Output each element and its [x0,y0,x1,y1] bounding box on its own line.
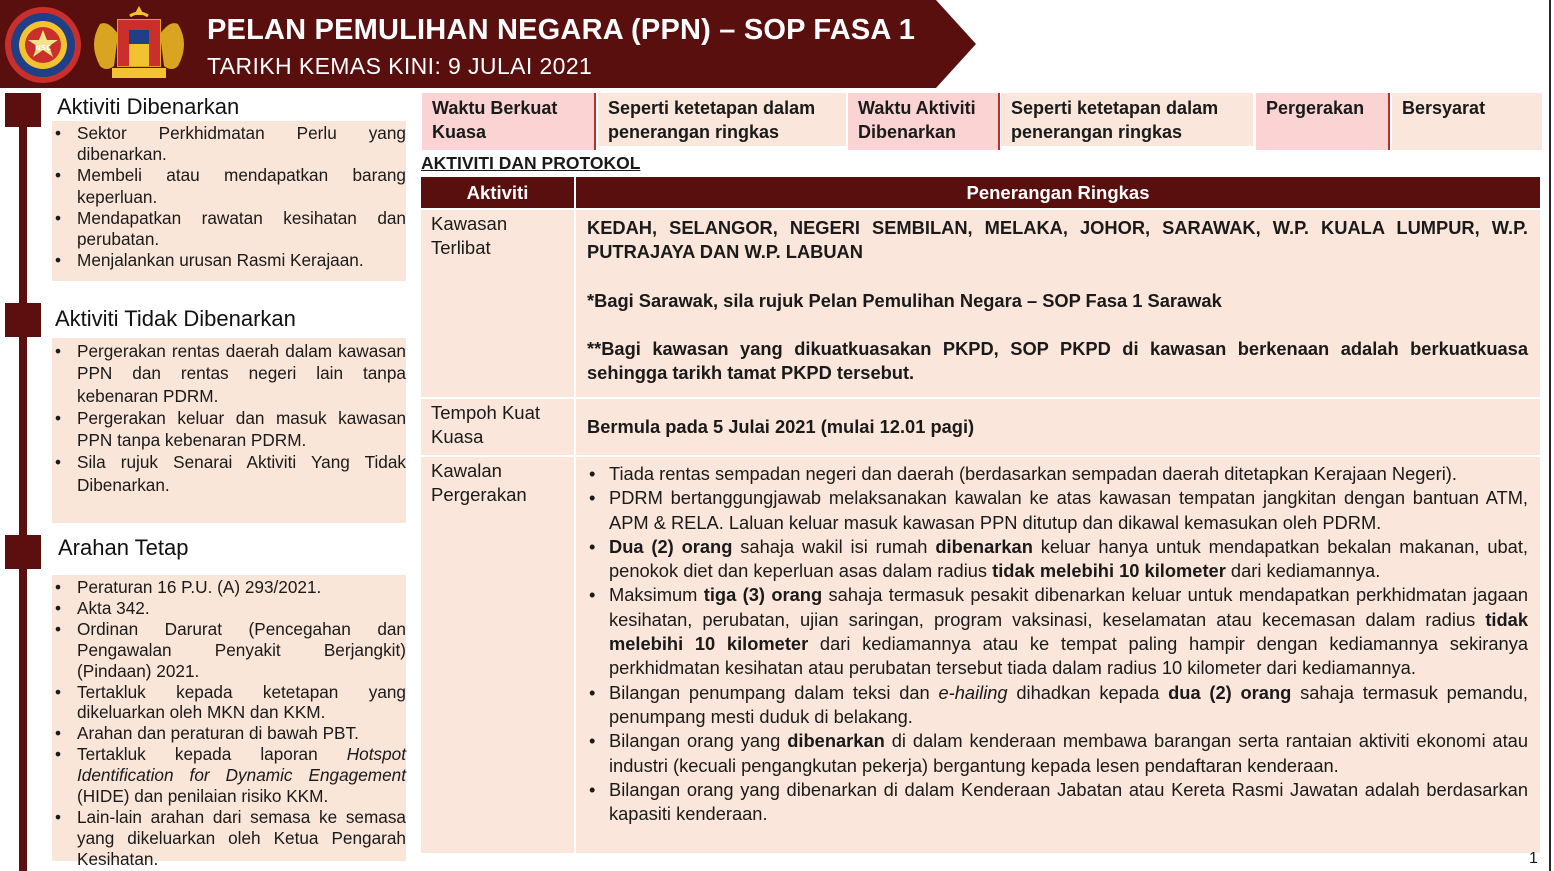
info-divider [594,93,596,150]
area-list: KEDAH, SELANGOR, NEGERI SEMBILAN, MELAKA, JOHOR, SARAWAK, W.P. KUALA LUMPUR, W.P. PUTRAJAYA DAN W.P. LABUAN [587,217,1528,263]
info-cell-effective-time-value: Seperti ketetapan dalam penerangan ringkas [598,93,846,146]
text: dari kediamannya atau ke tempat paling hampir dengan kediamannya sekiranya perkhidmatan kesihatan atau perubatan tersebut tiada dalam radius 10 kilometer dari kediamannya. [609,633,1529,679]
text: Bilangan orang yang [609,730,788,752]
allowed-list [52,121,406,281]
info-divider [1388,93,1390,150]
section-title: AKTIVITI DAN PROTOKOL [421,153,641,173]
italic-text: e-hailing [938,681,1008,703]
bold-text: dua (2) orang [1168,681,1292,703]
list-item: • Tiada rentas sempadan negeri dan daerah (berdasarkan sempadan daerah ditetapkan Kerajaan Negeri). [587,462,1528,486]
list-item [587,729,1528,778]
info-cell-movement-label: Pergerakan [1256,93,1388,150]
pkpd-note: **Bagi kawasan yang dikuatkuasakan PKPD, SOP PKPD di kawasan berkenaan adalah berkuatkuasa sehingga tarikh tamat PKPD tersebut. [587,337,1528,384]
info-cell-effective-time-label: Waktu Berkuat Kuasa [422,93,594,150]
list-item: • Akta 342. [52,598,406,619]
text: Bilangan penumpang dalam teksi dan [609,681,939,703]
list-item: • Tertakluk kepada ketetapan yang dikeluarkan oleh MKN dan KKM. [52,682,406,724]
text: Maksimum [609,584,704,606]
text: dihadkan kepada [1007,681,1169,703]
page-number: 1 [1529,850,1538,867]
list-item: • Sila rujuk Senarai Aktiviti Yang Tidak Dibenarkan. [52,451,406,496]
info-cell-activity-time-label: Waktu Aktiviti Dibenarkan [848,93,998,150]
list-item: • Sektor Perkhidmatan Perlu yang dibenarkan. [52,123,406,165]
list-item: • Menjalankan urusan Rasmi Kerajaan. [52,250,406,271]
list-item: • Arahan dan peraturan di bawah PBT. [52,723,406,744]
info-divider [998,93,1000,150]
sarawak-note: *Bagi Sarawak, sila rujuk Pelan Pemulihan Negara – SOP Fasa 1 Sarawak [587,289,1222,311]
row-label-period: Tempoh Kuat Kuasa [421,399,574,455]
svg-text:NSC: NSC [34,44,52,52]
not-allowed-list [52,338,406,523]
text: sahaja termasuk pemandu, penumpang mesti duduk di belakang. [609,681,1528,727]
text: dari kediamannya. [1225,560,1381,582]
bold-text: dibenarkan [935,535,1033,557]
bold-text: Dua (2) orang [609,535,733,557]
bold-text: dibenarkan [787,730,885,752]
list-item: • Pergerakan rentas daerah dalam kawasan PPN dan rentas negeri lain tanpa kebenaran PDRM. [52,340,406,407]
list-item: • Lain-lain arahan dari semasa ke semasa yang dikeluarkan oleh Ketua Pengarah Kesihatan. [52,807,406,870]
row-desc-movement [576,457,1540,853]
header-banner [0,0,978,88]
list-item: • Mendapatkan rawatan kesihatan dan perubatan. [52,208,406,250]
update-date: TARIKH KEMAS KINI: 9 JULAI 2021 [207,53,593,79]
list-item: • Peraturan 16 P.U. (A) 293/2021. [52,577,406,598]
list-item [52,744,406,807]
section-marker [5,93,41,127]
list-item [587,583,1528,680]
text: sahaja wakil isi rumah [732,535,936,557]
row-desc-area [576,210,1540,397]
standing-orders-list [52,575,406,869]
list-item [587,535,1528,584]
text: di dalam kenderaan membawa barangan serta rantaian aktiviti ekonomi atau industri (kecuali pengangkutan pekerja) bergantung kepada lesen pendaftaran kenderaan. [609,730,1528,776]
bold-text: tiga (3) orang [703,584,823,606]
section-marker [5,535,41,569]
not-allowed-heading: Aktiviti Tidak Dibenarkan [55,306,296,331]
bold-text: tidak melebihi 10 kilometer [609,608,1528,655]
malaysia-coat-of-arms-icon [86,4,192,84]
row-desc-period [576,399,1540,455]
info-cell-movement-value: Bersyarat [1392,93,1542,150]
bold-text: tidak melebihi 10 kilometer [992,560,1226,582]
list-item-text: (HIDE) dan penilaian risiko KKM. [77,786,329,807]
list-item: • Pergerakan keluar dan masuk kawasan PPN tanpa kebenaran PDRM. [52,407,406,452]
table-header-activity: Aktiviti [421,177,574,208]
list-item-text: Tertakluk kepada laporan [77,744,347,765]
table-header-description: Penerangan Ringkas [576,177,1540,208]
allowed-heading: Aktiviti Dibenarkan [57,94,240,119]
section-marker [5,303,41,337]
page-border [1549,0,1551,871]
list-item: • Bilangan orang yang dibenarkan di dalam Kenderaan Jabatan atau Kereta Rasmi Jawatan adalah berdasarkan kapasiti kenderaan. [587,778,1528,827]
list-item [587,681,1528,730]
nsc-seal-icon [4,6,82,84]
info-cell-activity-time-value: Seperti ketetapan dalam penerangan ringkas [1001,93,1253,146]
text: keluar hanya untuk mendapatkan bekalan makanan, ubat, penokok diet dan keperluan asas dalam radius [609,535,1529,582]
standing-orders-heading: Arahan Tetap [58,535,189,560]
page-title: PELAN PEMULIHAN NEGARA (PPN) – SOP FASA 1 [207,14,916,46]
text: sahaja termasuk pesakit dibenarkan keluar untuk mendapatkan perkhidmatan jagaan kesihatan, perubatan, ujian saringan, program vaksinasi, keselamatan atau kecemasan dalam radius [609,584,1528,630]
list-item: • Ordinan Darurat (Pencegahan dan Pengawalan Penyakit Berjangkit) (Pindaan) 2021. [52,619,406,682]
list-item: • PDRM bertanggungjawab melaksanakan kawalan ke atas kawasan tempatan jangkitan dengan bantuan ATM, APM & RELA. Laluan keluar masuk kawasan PPN ditutup dan dikawal kemasukan oleh PDRM. [587,486,1528,535]
row-label-area: Kawasan Terlibat [421,210,574,397]
list-item: • Membeli atau mendapatkan barang keperluan. [52,165,406,207]
timeline-line [19,120,27,871]
row-label-movement: Kawalan Pergerakan [421,457,574,853]
period-text: Bermula pada 5 Julai 2021 (mulai 12.01 pagi) [587,416,975,437]
hotspot-italic-text: Hotspot Identification for Dynamic Engagement [77,744,406,786]
